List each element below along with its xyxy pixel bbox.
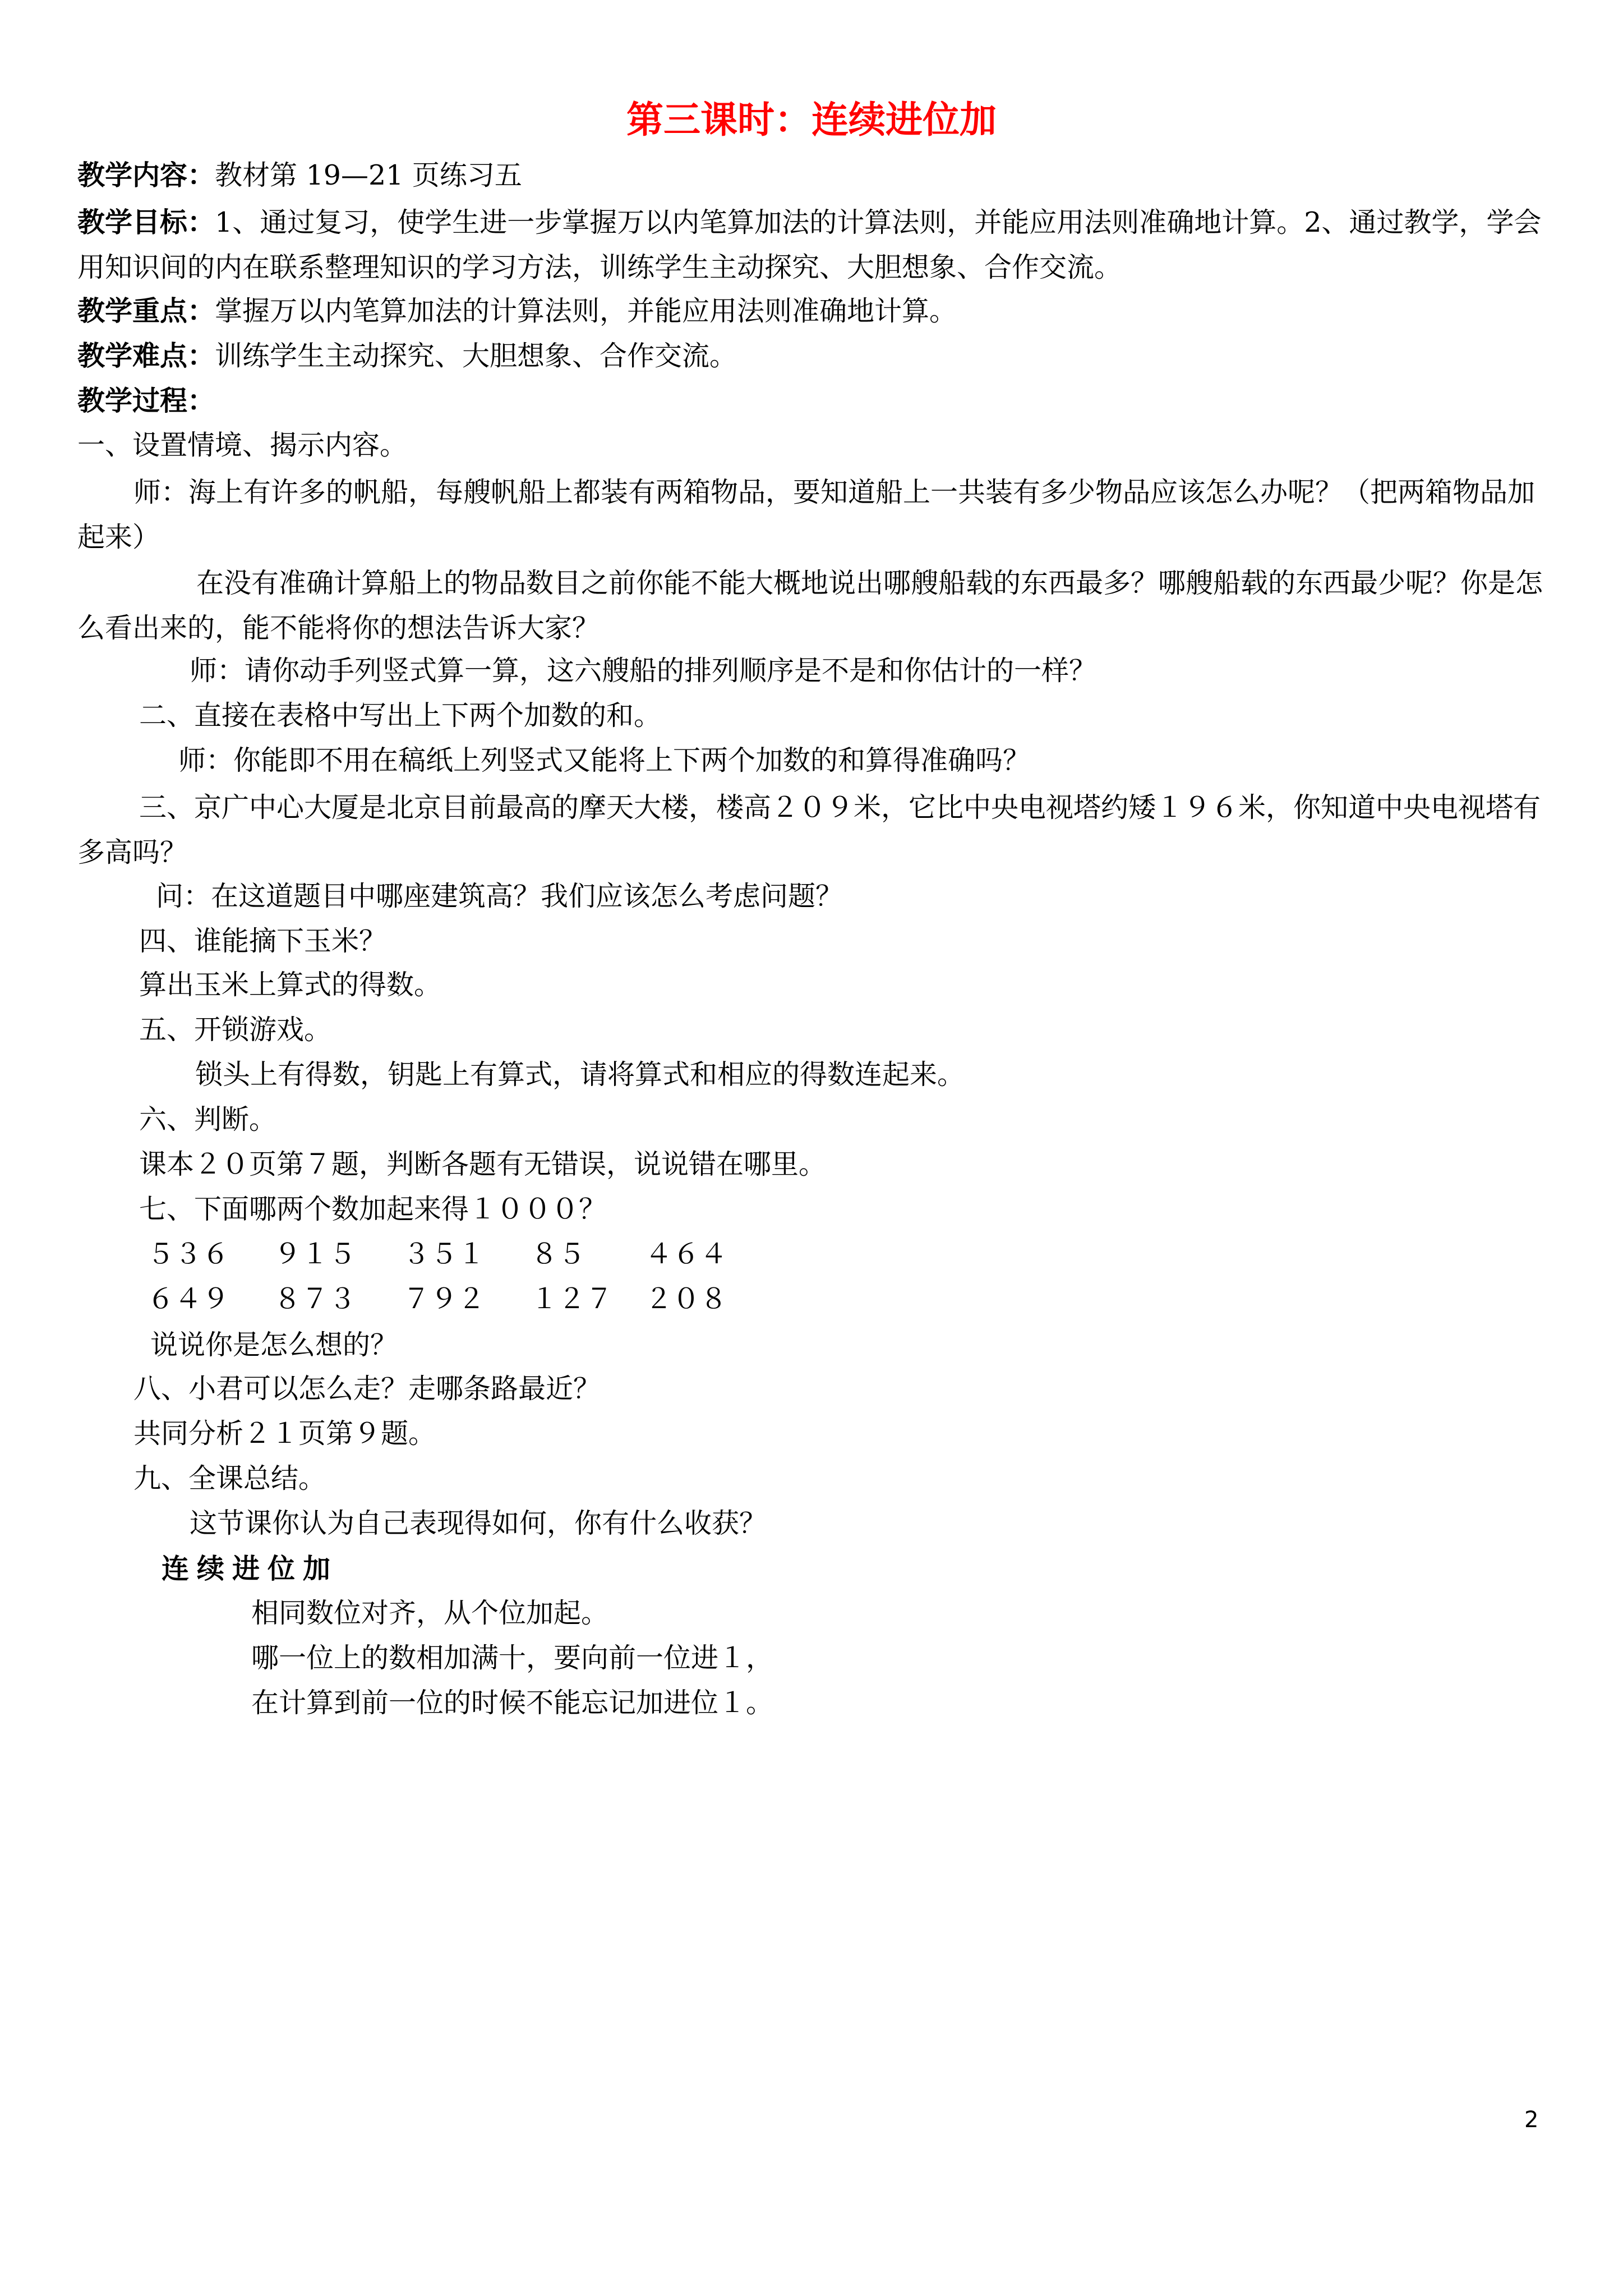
- goals-label: 教学目标：: [77, 206, 215, 238]
- goals-text: 1、通过复习，使学生进一步掌握万以内笔算加法的计算法则，并能应用法则准确地计算。2、通过教学，学会用知识间的内在联系整理知识的学习方法，训练学生主动探究、大胆想象、合作交流。: [77, 206, 1542, 283]
- summary-question: 这节课你认为自己表现得如何，你有什么收获？: [190, 1507, 767, 1539]
- joint-analysis: 共同分析２１页第９题。: [133, 1418, 436, 1450]
- lock-instruction: 锁头上有得数，钥匙上有算式，请将算式和相应的得数连起来。: [195, 1059, 965, 1091]
- teacher-question-boats: 师：海上有许多的帆船，每艘帆船上都装有两箱物品，要知道船上一共装有多少物品应该怎么办呢？（把两箱物品加起来）: [77, 476, 1536, 553]
- summary-rule: 哪一位上的数相加满十，要向前一位进１，: [251, 1642, 774, 1674]
- difficulty-paragraph: [77, 335, 737, 376]
- summary-rule: 在计算到前一位的时候不能忘记加进位１。: [251, 1687, 774, 1719]
- page-number: 2: [1524, 2107, 1539, 2133]
- section-eight: 八、小君可以怎么走？走哪条路最近？: [133, 1373, 601, 1405]
- content-text: 教材第 19—21 页练习五: [215, 159, 522, 191]
- number-cell: ９１５: [274, 1238, 357, 1270]
- number-cell: ８５: [531, 1238, 586, 1270]
- section-seven: 七、下面哪两个数加起来得１０００？: [139, 1193, 607, 1225]
- section-two: 二、直接在表格中写出上下两个加数的和。: [139, 700, 662, 731]
- number-cell: ５３６: [147, 1238, 230, 1270]
- number-cell: ２０８: [645, 1283, 728, 1315]
- teacher-vertical-calc: 师：请你动手列竖式算一算，这六艘船的排列顺序是不是和你估计的一样？: [190, 655, 1097, 687]
- question-building: 问：在这道题目中哪座建筑高？我们应该怎么考虑问题？: [156, 880, 843, 912]
- teacher-mental-calc: 师：你能即不用在稿纸上列竖式又能将上下两个加数的和算得准确吗？: [178, 744, 1031, 776]
- section-six: 六、判断。: [139, 1103, 277, 1135]
- textbook-judgement: 课本２０页第７题，判断各题有无错误，说说错在哪里。: [139, 1148, 827, 1180]
- number-cell: ７９２: [403, 1283, 486, 1315]
- difficulty-text: 训练学生主动探究、大胆想象、合作交流。: [215, 340, 737, 372]
- section-nine: 九、全课总结。: [133, 1462, 326, 1494]
- summary-title: 连续进位加: [162, 1552, 339, 1585]
- key-paragraph: [77, 291, 957, 332]
- content-label: 教学内容：: [77, 159, 215, 191]
- number-cell: ８７３: [274, 1283, 357, 1315]
- number-cell: ６４９: [147, 1283, 230, 1315]
- process-label: 教学过程：: [77, 384, 215, 417]
- number-cell: ３５１: [403, 1238, 486, 1270]
- number-cell: ４６４: [645, 1238, 728, 1270]
- page-title: 第三课时：连续进位加: [626, 98, 997, 141]
- explain-thinking: 说说你是怎么想的？: [150, 1329, 398, 1361]
- numbers-row-1: [0, 1234, 1623, 1274]
- estimate-question: 在没有准确计算船上的物品数目之前你能不能大概地说出哪艘船载的东西最多？哪艘船载的东西最少呢？你是怎么看出来的，能不能将你的想法告诉大家？: [77, 567, 1543, 644]
- summary-rule: 相同数位对齐，从个位加起。: [251, 1597, 609, 1629]
- corn-instruction: 算出玉米上算式的得数。: [139, 969, 442, 1001]
- numbers-row-2: [0, 1279, 1623, 1319]
- section-three: 三、京广中心大厦是北京目前最高的摩天大楼，楼高２０９米，它比中央电视塔约矮１９６米，你知道中央电视塔有多高吗？: [77, 792, 1541, 868]
- section-five: 五、开锁游戏。: [139, 1014, 332, 1046]
- key-text: 掌握万以内笔算加法的计算法则，并能应用法则准确地计算。: [215, 295, 957, 327]
- goals-paragraph: [77, 200, 1547, 290]
- section-one: 一、设置情境、揭示内容。: [77, 429, 408, 461]
- key-label: 教学重点：: [77, 295, 215, 327]
- number-cell: １２７: [531, 1283, 614, 1315]
- content-paragraph: [77, 155, 522, 196]
- section-four: 四、谁能摘下玉米？: [139, 925, 387, 957]
- difficulty-label: 教学难点：: [77, 339, 215, 372]
